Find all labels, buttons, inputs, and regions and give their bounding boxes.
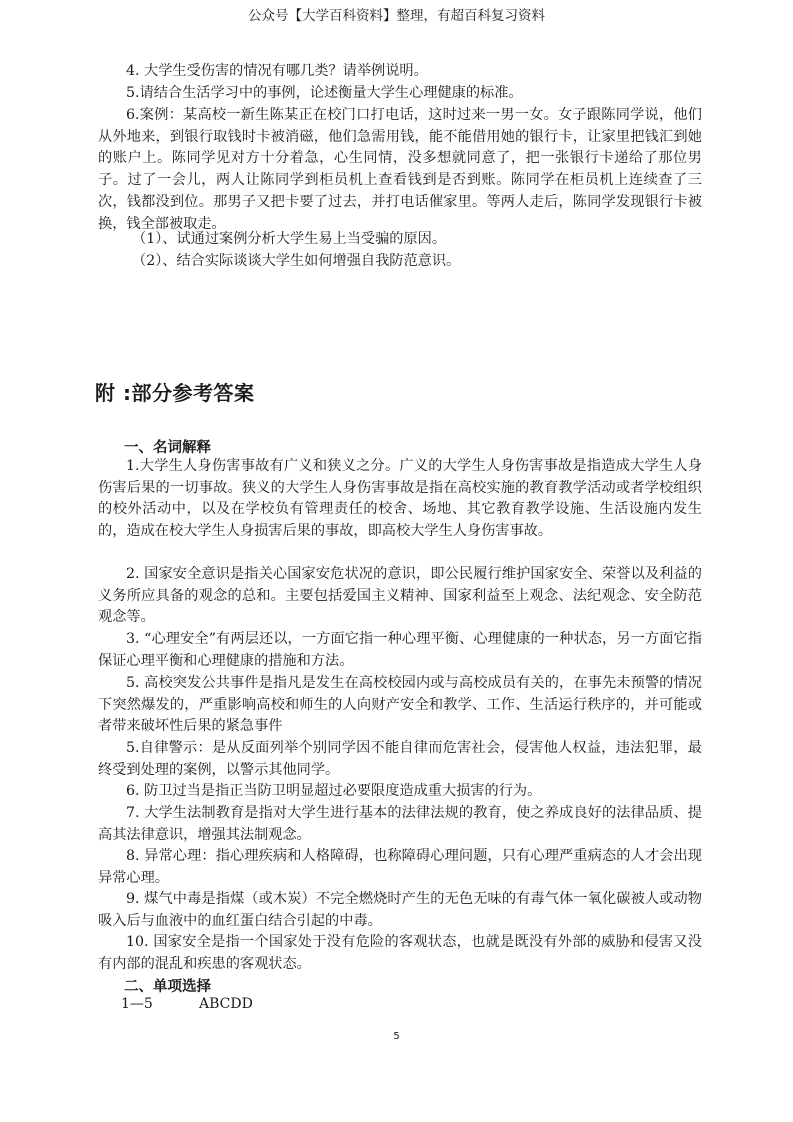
appendix-title: 附 :部分参考答案 — [95, 381, 255, 405]
definition-item: 7. 大学生法制教育是指对大学生进行基本的法律法规的教育，使之养成良好的法律品质、提高其法律意识，增强其法制观念。 — [98, 805, 702, 843]
page-number: 5 — [393, 1031, 400, 1042]
definition-item: 9. 煤气中毒是指煤（或木炭）不完全燃烧时产生的无色无味的有毒气体一氧化碳被人或动物吸入后与血液中的血红蛋白结合引起的中毒。 — [98, 891, 702, 929]
definition-item: 6. 防卫过当是指正当防卫明显超过必要限度造成重大损害的行为。 — [126, 783, 542, 799]
definition-item: 2. 国家安全意识是指关心国家安危状况的意识，即公民履行维护国家安全、荣誉以及利益的义务所应具备的观念的总和。主要包括爱国主义精神、国家利益至上观念、法纪观念、安全防范观念等。 — [98, 566, 702, 626]
question-4: 4. 大学生受伤害的情况有哪几类？请举例说明。 — [126, 63, 428, 79]
definition-item: 1.大学生人身伤害事故有广义和狭义之分。广义的大学生人身伤害事故是指造成大学生人身伤害后果的一切事故。狭义的大学生人身伤害事故是指在高校实施的教育教学活动或者学校组织的校外活动中，以及在学校负有管理责任的校舍、场地、其它教育教学设施、生活设施内发生的，造成在校大学生人身损害后果的事故，即高校大学生人身伤害事故。 — [98, 458, 702, 540]
question-6-case: 6.案例：某高校一新生陈某正在校门口打电话，这时过来一男一女。女子跟陈同学说，他们从外地来，到银行取钱时卡被消磁，他们急需用钱，能不能借用她的银行卡，让家里把钱汇到她的账户上。陈同学见对方十分着急，心生同情，没多想就同意了，把一张银行卡递给了那位男子。过了一会儿，两人让陈同学到柜员机上查看钱到是否到账。陈同学在柜员机上连续查了三次，钱都没到位。那男子又把卡要了过去，并打电话催家里。等两人走后，陈同学发现银行卡被换，钱全部被取走。 — [98, 107, 702, 232]
answer-range: 1—5 — [121, 996, 153, 1012]
question-6-sub-2: （2）、结合实际谈谈大学生如何增强自我防范意识。 — [132, 253, 461, 269]
question-6-sub-1: （1）、试通过案例分析大学生易上当受骗的原因。 — [132, 231, 447, 247]
answer-row — [121, 996, 253, 1012]
definition-item: 10. 国家安全是指一个国家处于没有危险的客观状态，也就是既没有外部的威胁和侵害又没有内部的混乱和疾患的客观状态。 — [98, 934, 702, 972]
section-1-title: 一、名词解释 — [124, 440, 211, 456]
definition-item: 8. 异常心理：指心理疾病和人格障碍，也称障碍心理问题，只有心理严重病态的人才会出现异常心理。 — [98, 848, 702, 886]
page-header: 公众号【大学百科资料】整理，有超百科复习资料 — [248, 8, 545, 24]
section-2-title: 二、单项选择 — [124, 979, 211, 995]
definition-item: 5.自律警示：是从反面列举个别同学因不能自律而危害社会，侵害他人权益，违法犯罪，最终受到处理的案例，以警示其他同学。 — [98, 740, 702, 778]
definition-item: 5. 高校突发公共事件是指凡是发生在高校校园内或与高校成员有关的，在事先未预警的情况下突然爆发的，严重影响高校和师生的人向财产安全和教学、工作、生活运行秩序的，并可能或者带来破坏性后果的紧急事件 — [98, 675, 702, 735]
definition-item: 3. “心理安全”有两层还以，一方面它指一种心理平衡、心理健康的一种状态，另一方面它指保证心理平衡和心理健康的措施和方法。 — [98, 631, 702, 669]
answer-value: ABCDD — [199, 996, 253, 1012]
question-5: 5.请结合生活学习中的事例，论述衡量大学生心理健康的标准。 — [126, 85, 523, 101]
